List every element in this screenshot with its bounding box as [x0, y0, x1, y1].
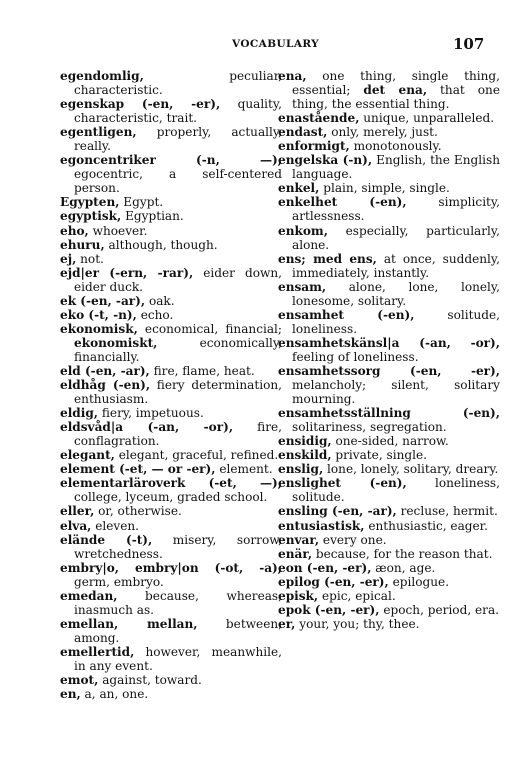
definition: alone, lone, lonely, lonesome, solitary.	[292, 279, 500, 308]
vocabulary-entry	[60, 153, 282, 195]
headword: eldig,	[60, 406, 99, 421]
vocabulary-entry	[60, 322, 282, 364]
definition: between, among.	[74, 616, 282, 645]
vocabulary-entry	[60, 476, 282, 504]
definition: because, whereas, inasmuch as.	[74, 588, 282, 617]
vocabulary-entry	[60, 673, 282, 687]
vocabulary-entry	[60, 519, 282, 533]
headword: egyptisk,	[60, 209, 122, 224]
headword: envar,	[278, 532, 320, 547]
headword: eon (-en, -er),	[278, 560, 372, 575]
vocabulary-entry	[278, 575, 500, 589]
headword: enskild,	[278, 448, 332, 463]
definition: melancholy; silent, solitary mourning.	[292, 378, 500, 407]
headword: ena,	[278, 69, 307, 83]
vocabulary-entry	[60, 687, 282, 701]
vocabulary-entry	[60, 195, 282, 209]
definition: recluse, hermit.	[396, 504, 498, 519]
vocabulary-entry	[278, 617, 500, 631]
headword: egoncentriker (-n, —),	[60, 153, 282, 168]
vocabulary-entry	[278, 533, 500, 547]
definition: although, though.	[104, 237, 218, 252]
headword: ensam,	[278, 279, 327, 294]
left-column	[60, 69, 282, 701]
definition: at once, suddenly, immediately, instantly.	[292, 251, 500, 280]
vocabulary-entry	[278, 476, 500, 504]
headword: elegant,	[60, 448, 115, 463]
headword: emot,	[60, 673, 99, 688]
vocabulary-entry	[60, 125, 282, 153]
headword: entusiastisk,	[278, 518, 365, 533]
vocabulary-entry	[60, 308, 282, 322]
vocabulary-entry	[60, 504, 282, 518]
vocabulary-entry	[60, 589, 282, 617]
definition: quality, characteristic, trait.	[74, 97, 282, 126]
definition: against, toward.	[98, 673, 202, 688]
headword: emellan, mellan,	[60, 616, 198, 631]
headword: ehuru,	[60, 237, 105, 252]
vocabulary-entry	[278, 547, 500, 561]
definition: only, merely, just.	[327, 125, 438, 140]
definition: unique, unparalleled.	[359, 111, 495, 126]
definition: loneliness, solitude.	[292, 476, 500, 505]
vocabulary-entry	[278, 603, 500, 617]
headword: ensidig,	[278, 434, 332, 449]
vocabulary-entry	[60, 462, 282, 476]
headword: ensamhet (-en),	[278, 307, 415, 322]
vocabulary-entry	[60, 617, 282, 645]
vocabulary-entry	[278, 589, 500, 603]
headword: eller,	[60, 504, 95, 519]
definition: solitariness, segregation.	[292, 420, 447, 435]
vocabulary-entry	[60, 266, 282, 294]
vocabulary-entry	[278, 195, 500, 223]
definition: monotonously.	[349, 139, 442, 154]
headword: ens; med ens,	[278, 251, 377, 266]
vocabulary-entry	[278, 364, 500, 406]
definition: college, lyceum, graded school.	[74, 490, 268, 505]
headword: eko (-t, -n),	[60, 307, 137, 322]
vocabulary-entry	[60, 561, 282, 589]
definition: epilogue.	[388, 574, 450, 589]
vocabulary-entry	[278, 224, 500, 252]
definition: elegant, graceful, refined.	[114, 448, 279, 463]
headword: ek (-en, -ar),	[60, 293, 146, 308]
definition: fiery, impetuous.	[98, 406, 204, 421]
vocabulary-entry	[60, 224, 282, 238]
vocabulary-entry	[278, 280, 500, 308]
headword: enkom,	[278, 223, 328, 238]
vocabulary-entry	[278, 308, 500, 336]
vocabulary-entry	[278, 69, 500, 111]
running-header	[0, 35, 532, 55]
headword: ekonomisk,	[60, 321, 138, 336]
headword: ej,	[60, 251, 77, 266]
vocabulary-entry	[60, 209, 282, 223]
headword: epok (-en, -er),	[278, 602, 380, 617]
definition: plain, simple, single.	[319, 181, 450, 196]
definition: egocentric, a self-centered person.	[74, 167, 282, 196]
definition: one thing, single thing, essential;	[292, 69, 500, 98]
definition: eider down, eider duck.	[74, 265, 282, 294]
vocabulary-entry	[278, 111, 500, 125]
headword: enformigt,	[278, 139, 350, 154]
definition: economical, financial;	[137, 321, 282, 336]
definition: private, single.	[331, 448, 427, 463]
vocabulary-entry	[278, 252, 500, 280]
right-column	[278, 69, 500, 631]
vocabulary-entry	[60, 645, 282, 673]
vocabulary-entry	[278, 125, 500, 139]
headword: elva,	[60, 518, 92, 533]
vocabulary-entry	[60, 97, 282, 125]
definition: not.	[76, 251, 104, 266]
headword: emedan,	[60, 588, 118, 603]
definition: lone, lonely, solitary, dreary.	[323, 462, 499, 477]
vocabulary-entry	[278, 434, 500, 448]
vocabulary-entry	[60, 420, 282, 448]
definition: Egypt.	[119, 195, 164, 210]
vocabulary-entry	[278, 448, 500, 462]
vocabulary-entry	[60, 294, 282, 308]
page-number: 107	[453, 35, 485, 53]
headword: eho,	[60, 223, 89, 238]
definition: especially, particularly, alone.	[292, 223, 500, 252]
headword: eld (-en, -ar),	[60, 363, 150, 378]
headword: elementarläroverk (-et, —),	[60, 476, 282, 491]
headword: ensamhetssorg (-en, -er),	[278, 363, 500, 378]
definition: misery, sorrow, wretchedness.	[74, 532, 282, 561]
vocabulary-entry	[60, 364, 282, 378]
definition: simplicity, artlessness.	[292, 195, 500, 224]
definition: peculiar, characteristic.	[74, 69, 282, 98]
headword: det ena,	[363, 83, 428, 98]
definition: properly, actually, really.	[74, 125, 282, 154]
headword: er,	[278, 616, 296, 631]
headword: enastående,	[278, 111, 360, 126]
definition: English, the English language.	[292, 153, 500, 182]
definition: epoch, period, era.	[379, 602, 500, 617]
vocabulary-entry	[60, 238, 282, 252]
definition: that one thing, the essential thing.	[292, 83, 500, 112]
vocabulary-entry	[278, 139, 500, 153]
vocabulary-entry	[278, 561, 500, 575]
definition: æon, age.	[371, 560, 436, 575]
definition: solitude, loneliness.	[292, 307, 500, 336]
vocabulary-entry	[60, 533, 282, 561]
headword: emellertid,	[60, 644, 135, 659]
definition: because, for the reason that.	[312, 546, 493, 561]
definition: feeling of loneliness.	[292, 349, 419, 364]
vocabulary-entry	[278, 406, 500, 434]
headword: ensamhetsställning (-en),	[278, 406, 500, 421]
headword: endast,	[278, 125, 328, 140]
definition: Egyptian.	[121, 209, 184, 224]
headword: enslig,	[278, 462, 324, 477]
vocabulary-entry	[60, 252, 282, 266]
vocabulary-entry	[60, 69, 282, 97]
definition: germ, embryo.	[74, 574, 164, 589]
definition: element.	[215, 462, 273, 477]
vocabulary-entry	[278, 181, 500, 195]
definition: fire, conflagration.	[74, 420, 282, 449]
headword: ekonomiskt,	[74, 335, 158, 350]
headword: en,	[60, 687, 81, 702]
headword: enkel,	[278, 181, 320, 196]
headword: epilog (-en, -er),	[278, 574, 389, 589]
vocabulary-entry	[60, 406, 282, 420]
vocabulary-entry	[60, 378, 282, 406]
definition: oak.	[145, 293, 175, 308]
definition: fire, flame, heat.	[149, 363, 255, 378]
headword: Egypten,	[60, 195, 120, 210]
definition: epic, epical.	[318, 588, 396, 603]
definition: fiery determination, enthusiasm.	[74, 378, 283, 407]
running-title: VOCABULARY	[232, 38, 320, 50]
headword: engelska (-n),	[278, 153, 373, 168]
vocabulary-entry	[278, 336, 500, 364]
vocabulary-entry	[60, 448, 282, 462]
definition: your, you; thy, thee.	[295, 616, 420, 631]
definition: a, an, one.	[80, 687, 149, 702]
definition: whoever.	[88, 223, 148, 238]
vocabulary-entry	[278, 153, 500, 181]
vocabulary-entry	[278, 519, 500, 533]
headword: enkelhet (-en),	[278, 195, 407, 210]
definition: eleven.	[91, 518, 140, 533]
headword: embry|o, embry|on (-ot, -a),	[60, 560, 282, 575]
headword: eldsvåd|a (-an, -or),	[60, 420, 234, 435]
definition: however, meanwhile, in any event.	[74, 644, 282, 673]
vocabulary-entry	[278, 462, 500, 476]
headword: episk,	[278, 588, 319, 603]
headword: egendomlig,	[60, 69, 144, 83]
headword: eldhåg (-en),	[60, 378, 151, 393]
definition: every one.	[319, 532, 387, 547]
vocabulary-entry	[278, 504, 500, 518]
headword: enslighet (-en),	[278, 476, 407, 491]
definition: one-sided, narrow.	[331, 434, 449, 449]
headword: ensamhetskänsl|a (-an, -or),	[278, 335, 500, 350]
headword: ensling (-en, -ar),	[278, 504, 397, 519]
headword: egentligen,	[60, 125, 137, 140]
definition: enthusiastic, eager.	[364, 518, 488, 533]
headword: elände (-t),	[60, 532, 153, 547]
definition: or, otherwise.	[94, 504, 182, 519]
headword: element (-et, — or -er),	[60, 462, 216, 477]
definition: echo.	[136, 307, 174, 322]
definition: economically, financially.	[74, 335, 282, 364]
headword: enär,	[278, 546, 313, 561]
headword: egenskap (-en, -er),	[60, 97, 221, 112]
headword: ejd|er (-ern, -rar),	[60, 265, 194, 280]
